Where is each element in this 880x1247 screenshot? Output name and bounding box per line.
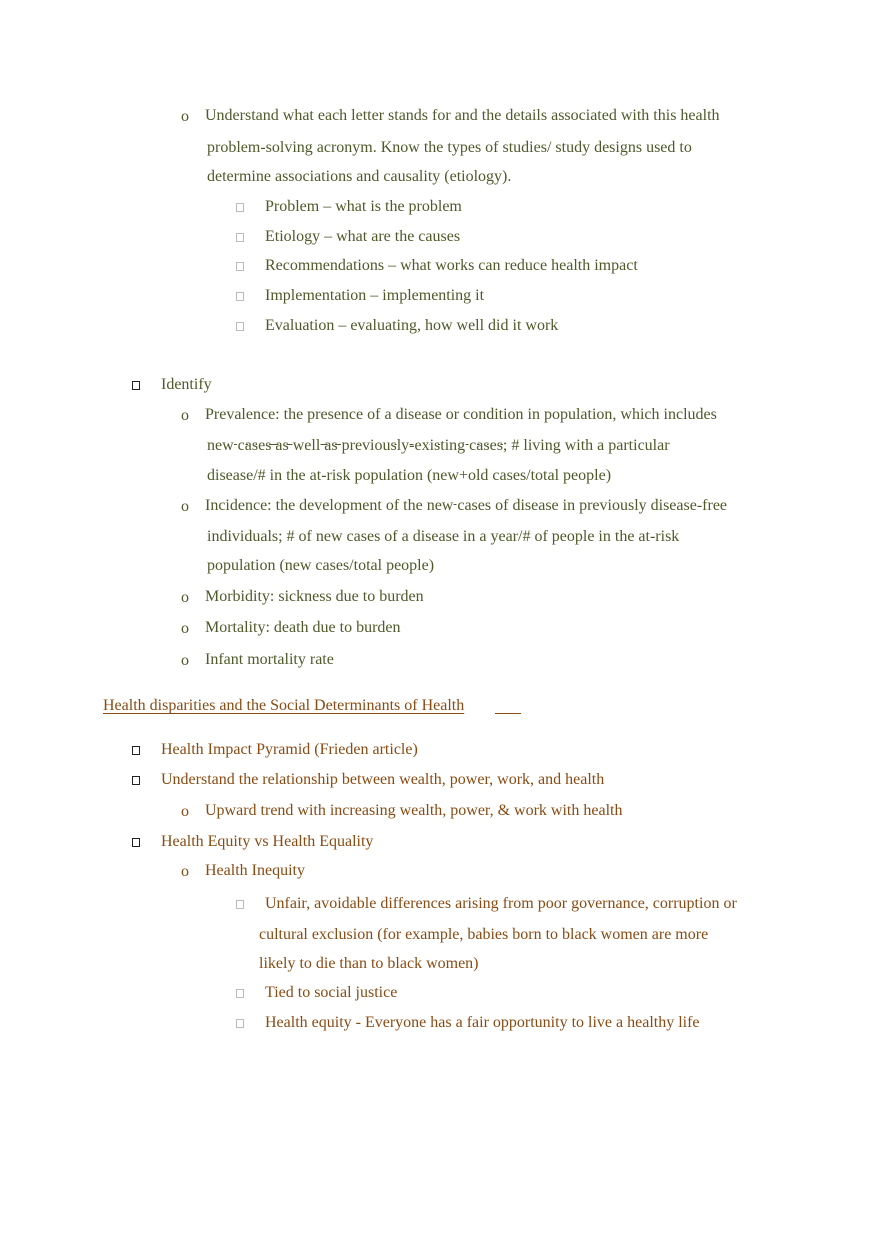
equity-definition: Health equity - Everyone has a fair opportunity to live a healthy life <box>265 1014 700 1031</box>
square-bullet-icon <box>132 746 140 755</box>
checkbox-bullet-icon <box>236 233 244 242</box>
square-bullet-icon <box>132 381 140 390</box>
acronym-etiology: Etiology – what are the causes <box>265 228 461 245</box>
intro-line-1: Understand what each letter stands for and the details associated with this health <box>205 107 720 124</box>
incidence-line-1 <box>205 496 727 516</box>
prevalence-line-2 <box>207 436 670 456</box>
intro-line-3: determine associations and causality (etiology). <box>207 168 512 185</box>
incidence-line-1-a: Incidence: the development of the <box>205 497 427 514</box>
section-heading: Health disparities and the Social Determinants of Health <box>103 697 465 714</box>
square-bullet-icon <box>132 776 140 785</box>
relationship-item: Understand the relationship between wealth, power, work, and health <box>161 771 605 788</box>
prevalence-line-1: Prevalence: the presence of a disease or condition in population, which includes <box>205 406 717 423</box>
morbidity: Morbidity: sickness due to burden <box>205 588 424 605</box>
inequity-item: Health Inequity <box>205 862 305 879</box>
acronym-recommendations: Recommendations – what works can reduce health impact <box>265 257 638 274</box>
equity-vs-item: Health Equity vs Health Equality <box>161 833 374 850</box>
checkbox-bullet-icon <box>236 900 244 909</box>
sub-bullet-icon: o <box>181 652 189 669</box>
checkbox-bullet-icon <box>236 989 244 998</box>
sub-bullet-icon: o <box>181 498 189 515</box>
sub-bullet-icon: o <box>181 803 189 820</box>
acronym-implementation: Implementation – implementing it <box>265 287 485 304</box>
incidence-marked-text: new c <box>426 497 465 514</box>
sub-bullet-icon: o <box>181 108 189 125</box>
unfair-line-2: cultural exclusion (for example, babies born to black women are more <box>259 926 709 943</box>
heading-underline-tail <box>495 713 521 714</box>
justice-item: Tied to social justice <box>265 984 398 1001</box>
trend-item: Upward trend with increasing wealth, power, & work with health <box>205 802 623 819</box>
checkbox-bullet-icon <box>236 1019 244 1028</box>
incidence-line-2: individuals; # of new cases of a disease in a year/# of people in the at-risk <box>207 528 680 545</box>
checkbox-bullet-icon <box>236 262 244 271</box>
unfair-line-3: likely to die than to black women) <box>259 955 479 972</box>
checkbox-bullet-icon <box>236 292 244 301</box>
checkbox-bullet-icon <box>236 203 244 212</box>
acronym-evaluation: Evaluation – evaluating, how well did it work <box>265 317 559 334</box>
sub-bullet-icon: o <box>181 620 189 637</box>
identify-label: Identify <box>161 376 212 393</box>
acronym-problem: Problem – what is the problem <box>265 198 462 215</box>
incidence-line-3: population (new cases/total people) <box>207 557 435 574</box>
prevalence-line-3: disease/# in the at-risk population (new+old cases/total people) <box>207 467 612 484</box>
infant-mortality: Infant mortality rate <box>205 651 334 668</box>
square-bullet-icon <box>132 838 140 847</box>
incidence-line-1-b: ases of disease in previously disease-free <box>464 497 728 514</box>
sub-bullet-icon: o <box>181 589 189 606</box>
prevalence-line-2-rest: ; # living with a particular <box>502 437 670 454</box>
checkbox-bullet-icon <box>236 322 244 331</box>
sub-bullet-icon: o <box>181 863 189 880</box>
prevalence-marked-text: new cases as well as previously-existing cases <box>207 437 503 454</box>
unfair-line-1: Unfair, avoidable differences arising from poor governance, corruption or <box>265 895 737 912</box>
mortality: Mortality: death due to burden <box>205 619 401 636</box>
pyramid-item: Health Impact Pyramid (Frieden article) <box>161 741 418 758</box>
intro-line-2: problem-solving acronym. Know the types of studies/ study designs used to <box>207 139 692 156</box>
sub-bullet-icon: o <box>181 407 189 424</box>
